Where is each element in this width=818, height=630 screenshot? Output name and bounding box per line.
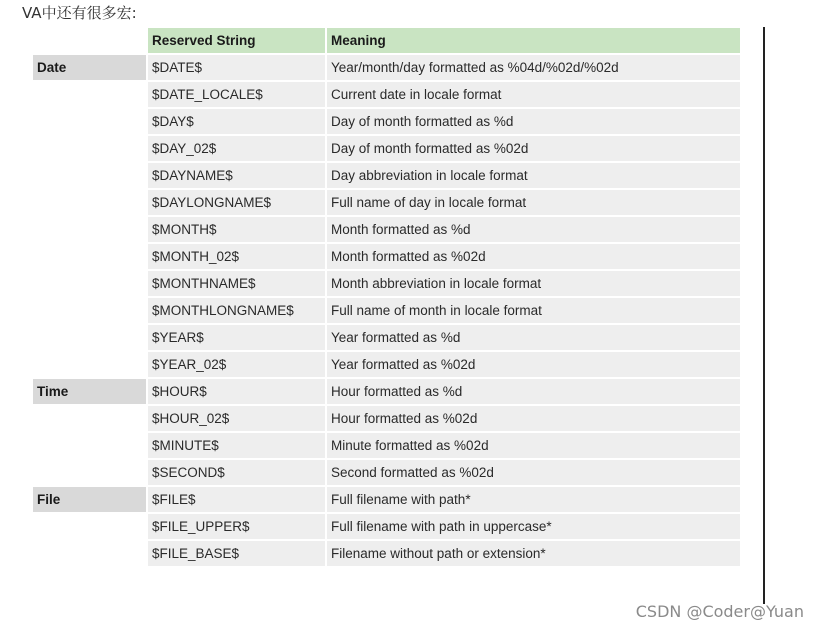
category-cell	[33, 325, 146, 350]
meaning-cell: Full name of day in locale format	[327, 190, 740, 215]
table-row	[33, 460, 740, 485]
reserved-string-cell: $DAYLONGNAME$	[148, 190, 325, 215]
table-row	[33, 109, 740, 134]
category-cell	[33, 109, 146, 134]
reserved-string-cell: $MINUTE$	[148, 433, 325, 458]
reserved-string-cell: $MONTH_02$	[148, 244, 325, 269]
reserved-string-cell: $MONTH$	[148, 217, 325, 242]
table-row	[33, 406, 740, 431]
meaning-cell: Month formatted as %02d	[327, 244, 740, 269]
meaning-cell: Hour formatted as %02d	[327, 406, 740, 431]
header-meaning: Meaning	[327, 28, 740, 53]
table-row	[33, 325, 740, 350]
macros-table	[31, 26, 742, 568]
category-cell	[33, 190, 146, 215]
header-reserved-string: Reserved String	[148, 28, 325, 53]
meaning-cell: Full filename with path*	[327, 487, 740, 512]
table-row	[33, 244, 740, 269]
meaning-cell: Year formatted as %02d	[327, 352, 740, 377]
reserved-string-cell: $SECOND$	[148, 460, 325, 485]
category-cell	[33, 298, 146, 323]
reserved-string-cell: $DATE_LOCALE$	[148, 82, 325, 107]
meaning-cell: Minute formatted as %02d	[327, 433, 740, 458]
intro-text: VA中还有很多宏:	[22, 4, 137, 22]
table-row	[33, 163, 740, 188]
table-body	[33, 55, 740, 566]
meaning-cell: Month formatted as %d	[327, 217, 740, 242]
reserved-string-cell: $DAYNAME$	[148, 163, 325, 188]
reserved-string-cell: $DAY$	[148, 109, 325, 134]
table-row	[33, 136, 740, 161]
category-cell: File	[33, 487, 146, 512]
category-cell	[33, 352, 146, 377]
table-row	[33, 352, 740, 377]
meaning-cell: Month abbreviation in locale format	[327, 271, 740, 296]
watermark: CSDN @Coder@Yuan	[635, 602, 804, 621]
meaning-cell: Day abbreviation in locale format	[327, 163, 740, 188]
reserved-string-cell: $FILE_BASE$	[148, 541, 325, 566]
category-cell	[33, 433, 146, 458]
meaning-cell: Year formatted as %d	[327, 325, 740, 350]
reserved-string-cell: $MONTHLONGNAME$	[148, 298, 325, 323]
header-category	[33, 28, 146, 53]
meaning-cell: Current date in locale format	[327, 82, 740, 107]
meaning-cell: Day of month formatted as %d	[327, 109, 740, 134]
reserved-string-cell: $YEAR$	[148, 325, 325, 350]
table-row	[33, 433, 740, 458]
category-cell: Date	[33, 55, 146, 80]
reserved-string-cell: $HOUR_02$	[148, 406, 325, 431]
category-cell	[33, 514, 146, 539]
meaning-cell: Year/month/day formatted as %04d/%02d/%02d	[327, 55, 740, 80]
category-cell	[33, 541, 146, 566]
vertical-divider	[763, 27, 765, 604]
meaning-cell: Full filename with path in uppercase*	[327, 514, 740, 539]
table-row	[33, 190, 740, 215]
category-cell	[33, 244, 146, 269]
meaning-cell: Day of month formatted as %02d	[327, 136, 740, 161]
table-row	[33, 379, 740, 404]
table-row	[33, 82, 740, 107]
meaning-cell: Filename without path or extension*	[327, 541, 740, 566]
reserved-string-cell: $MONTHNAME$	[148, 271, 325, 296]
category-cell: Time	[33, 379, 146, 404]
reserved-string-cell: $DAY_02$	[148, 136, 325, 161]
category-cell	[33, 406, 146, 431]
table-row	[33, 487, 740, 512]
meaning-cell: Hour formatted as %d	[327, 379, 740, 404]
category-cell	[33, 217, 146, 242]
table-row	[33, 541, 740, 566]
meaning-cell: Full name of month in locale format	[327, 298, 740, 323]
category-cell	[33, 271, 146, 296]
table-row	[33, 298, 740, 323]
category-cell	[33, 460, 146, 485]
table-row	[33, 271, 740, 296]
table-row	[33, 514, 740, 539]
category-cell	[33, 136, 146, 161]
table-row	[33, 217, 740, 242]
table-header-row	[33, 28, 740, 53]
reserved-string-cell: $FILE_UPPER$	[148, 514, 325, 539]
reserved-string-cell: $HOUR$	[148, 379, 325, 404]
table-row	[33, 55, 740, 80]
reserved-string-cell: $DATE$	[148, 55, 325, 80]
reserved-string-cell: $YEAR_02$	[148, 352, 325, 377]
reserved-string-cell: $FILE$	[148, 487, 325, 512]
category-cell	[33, 82, 146, 107]
category-cell	[33, 163, 146, 188]
meaning-cell: Second formatted as %02d	[327, 460, 740, 485]
